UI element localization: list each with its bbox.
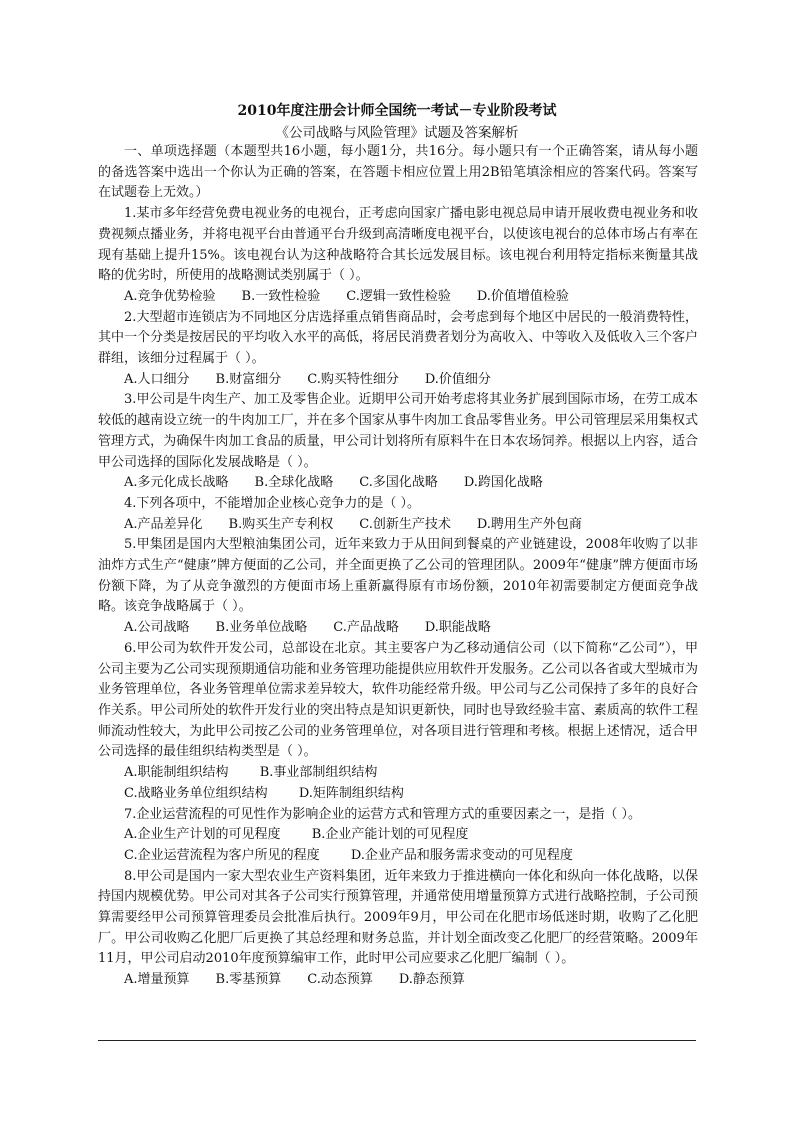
answer-option: C.购买特性细分 bbox=[307, 371, 399, 387]
option-row bbox=[98, 287, 698, 308]
question-text: 4.下列各项中，不能增加企业核心竞争力的是（ ）。 bbox=[124, 495, 421, 511]
answer-option: B.企业产能计划的可见程度 bbox=[311, 827, 469, 843]
answer-option: A.企业生产计划的可见程度 bbox=[124, 827, 281, 843]
option-row bbox=[98, 763, 698, 784]
answer-option: C.动态预算 bbox=[307, 972, 373, 988]
answer-option: C.产品战略 bbox=[333, 620, 399, 636]
answer-option: C.企业运营流程为客户所见的程度 bbox=[124, 847, 320, 863]
option-row bbox=[98, 370, 698, 391]
document-title: 2010年度注册会计师全国统一考试－专业阶段考试 bbox=[237, 103, 557, 119]
answer-option: D.职能战略 bbox=[424, 620, 491, 636]
answer-option: C.战略业务单位组织结构 bbox=[124, 785, 268, 801]
question-text: 3.甲公司是牛肉生产、加工及零售企业。近期甲公司开始考虑将其业务扩展到国际市场，在劳工成本较低的越南设立统一的牛肉加工厂，并在多个国家从事牛肉加工食品零售业务。甲公司管理层采用集权式管理方式，为确保牛肉加工食品的质量，甲公司计划将所有原料牛在日本农场饲养。根据以上内容，适合甲公司选择的国际化发展战略是（ ）。 bbox=[98, 392, 698, 470]
question-text: 2.大型超市连锁店为不同地区分店选择重点销售商品时，会考虑到每个地区中居民的一般消费特性，其中一个分类是按居民的平均收入水平的高低，将居民消费者划分为高收入、中等收入及低收入三个客户群组，该细分过程属于（ ）。 bbox=[98, 309, 698, 367]
answer-option: B.零基预算 bbox=[215, 972, 282, 988]
answer-option: D.静态预算 bbox=[398, 972, 465, 988]
answer-option: A.产品差异化 bbox=[124, 516, 203, 532]
answer-option: A.增量预算 bbox=[124, 972, 190, 988]
answer-option: C.逻辑一致性检验 bbox=[346, 288, 451, 304]
answer-option: B.事业部制组织结构 bbox=[259, 765, 378, 781]
answer-option: A.人口细分 bbox=[124, 371, 190, 387]
question-text: 7.企业运营流程的可见性作为影响企业的运营方式和管理方式的重要因素之一，是指（ ）。 bbox=[124, 806, 642, 822]
option-row bbox=[98, 970, 698, 991]
option-row bbox=[98, 784, 698, 805]
answer-option: D.价值增值检验 bbox=[476, 288, 569, 304]
question-text: 1.某市多年经营免费电视业务的电视台，正考虑向国家广播电影电视总局申请开展收费电视业务和收费视频点播业务，并将电视平台由普通平台升级到高清晰度电视平台，以使该电视台的总体市场占有率在现有基础上提升15%。该电视台认为这种战略符合其长远发展目标。该电视台利用特定指标来衡量其战略的优劣时，所使用的战略测试类别属于（ ）。 bbox=[98, 206, 698, 284]
answer-option: B.财富细分 bbox=[215, 371, 282, 387]
answer-option: D.矩阵制组织结构 bbox=[298, 785, 404, 801]
exam-content bbox=[98, 142, 698, 991]
answer-option: D.价值细分 bbox=[424, 371, 491, 387]
answer-option: D.聘用生产外包商 bbox=[476, 516, 582, 532]
option-row bbox=[98, 618, 698, 639]
section-intro: 一、单项选择题（本题型共16小题，每小题1分，共16分。每小题只有一个正确答案，请从每小题的备选答案中选出一个你认为正确的答案，在答题卡相应位置上用2B铅笔填涂相应的答案代码。答案写在试题卷上无效。） bbox=[98, 144, 698, 201]
answer-option: A.公司战略 bbox=[124, 620, 190, 636]
answer-option: D.企业产品和服务需求变动的可见程度 bbox=[350, 847, 573, 863]
option-row bbox=[98, 825, 698, 846]
document-subtitle: 《公司战略与风险管理》试题及答案解析 bbox=[275, 125, 519, 141]
answer-option: A.职能制组织结构 bbox=[124, 765, 229, 781]
option-row bbox=[98, 515, 698, 536]
question-text: 5.甲集团是国内大型粮油集团公司，近年来致力于从田间到餐桌的产业链建设，2008年收购了以非油炸方式生产“健康”牌方便面的乙公司，并全面更换了乙公司的管理团队。2009年“健康”牌方便面市场份额下降，为了从竞争激烈的方便面市场上重新赢得原有市场份额，2010年初需要制定方便面竞争战略。该竞争战略属于（ ）。 bbox=[98, 537, 698, 615]
question-list bbox=[98, 204, 698, 991]
answer-option: B.全球化战略 bbox=[254, 475, 334, 491]
answer-option: B.购买生产专利权 bbox=[228, 516, 334, 532]
answer-option: B.一致性检验 bbox=[241, 288, 321, 304]
answer-option: A.多元化成长战略 bbox=[124, 475, 229, 491]
answer-option: A.竞争优势检验 bbox=[124, 288, 216, 304]
option-row bbox=[98, 473, 698, 494]
footer-divider bbox=[98, 1040, 696, 1041]
answer-option: C.创新生产技术 bbox=[359, 516, 451, 532]
question-text: 6.甲公司为软件开发公司，总部设在北京。其主要客户为乙移动通信公司（以下简称“乙公司”），甲公司主要为乙公司实现预期通信功能和业务管理功能提供应用软件开发服务。乙公司以各省或大型城市为业务管理单位，各业务管理单位需求差异较大，软件功能经常升级。甲公司与乙公司保持了多年的良好合作关系。甲公司所处的软件开发行业的突出特点是知识更新快，同时也导致经验丰富、素质高的软件工程师流动性较大，为此甲公司按乙公司的业务管理单位，对各项目进行管理和考核。根据上述情况，适合甲公司选择的最佳组织结构类型是（ ）。 bbox=[98, 640, 698, 760]
option-row bbox=[98, 846, 698, 867]
answer-option: B.业务单位战略 bbox=[215, 620, 308, 636]
question-text: 8.甲公司是国内一家大型农业生产资料集团，近年来致力于推进横向一体化和纵向一体化战略，以保持国内规模优势。甲公司对其各子公司实行预算管理，并通常使用增量预算方式进行战略控制，子公司预算需要经甲公司预算管理委员会批准后执行。2009年9月，甲公司在化肥市场低迷时期，收购了乙化肥厂。甲公司收购乙化肥厂后更换了其总经理和财务总监，并计划全面改变乙化肥厂的经营策略。2009年11月，甲公司启动2010年度预算编审工作，此时甲公司应要求乙化肥厂编制（ ）。 bbox=[98, 868, 698, 967]
answer-option: D.跨国化战略 bbox=[463, 475, 543, 491]
answer-option: C.多国化战略 bbox=[359, 475, 438, 491]
